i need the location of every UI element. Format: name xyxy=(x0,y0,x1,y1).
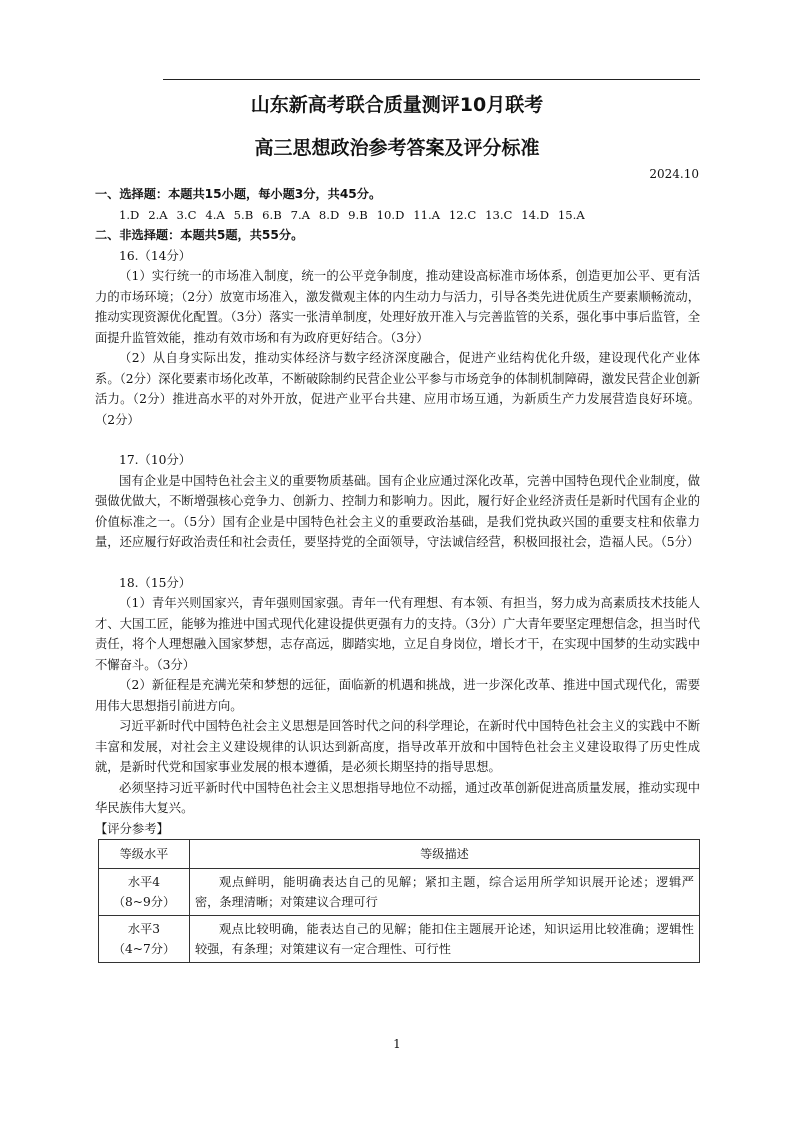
table-header-level: 等级水平 xyxy=(99,840,190,869)
answer-key-item: 5.B xyxy=(233,207,254,222)
answer-key-item: 3.C xyxy=(176,207,197,222)
answer-key-item: 2.A xyxy=(148,207,168,222)
answer-key-list xyxy=(95,205,700,226)
level-cell xyxy=(99,869,190,916)
question-18-answer-2: （2）新征程是充满光荣和梦想的远征，面临新的机遇和挑战，进一步深化改革、推进中国式现代化，需要用伟大思想指引前进方向。 xyxy=(95,678,700,713)
level-description: 观点比较明确，能表达自己的见解；能扣住主题展开论述，知识运用比较准确；逻辑性较强，有条理；对策建议有一定合理性、可行性 xyxy=(190,916,700,963)
answer-key-item: 13.C xyxy=(485,207,513,222)
answer-key-item: 1.D xyxy=(119,207,140,222)
question-17-label: 17.（10分） xyxy=(119,453,192,467)
answer-key-item: 11.A xyxy=(413,207,441,222)
document-subtitle: 高三思想政治参考答案及评分标准 xyxy=(254,137,540,159)
answer-key-item: 14.D xyxy=(521,207,550,222)
table-row xyxy=(99,869,700,916)
answer-key-item: 6.B xyxy=(262,207,282,222)
page-number: 1 xyxy=(393,1037,401,1051)
level-name: 水平4 xyxy=(127,875,161,889)
level-cell xyxy=(99,916,190,963)
question-16-answer-2: （2）从自身实际出发，推动实体经济与数字经济深度融合，促进产业结构优化升级，建设现代化产业体系。（2分）深化要素市场化改革，不断破除制约民营企业公平参与市场竞争的体制机制障碍，激发民营企业创新活力。（2分）推进高水平的对外开放，促进产业平台共建、应用市场互通，为新质生产力发展营造良好环境。（2分） xyxy=(95,351,700,427)
level-name: 水平3 xyxy=(127,922,161,936)
section-heading-nonchoice: 二、非选择题：本题共5题，共55分。 xyxy=(95,228,304,242)
header-rule xyxy=(163,79,700,80)
section-heading-choice: 一、选择题：本题共15小题，每小题3分，共45分。 xyxy=(95,187,382,201)
spacer xyxy=(95,430,700,450)
question-16-answer-1: （1）实行统一的市场准入制度，统一的公平竞争制度，推动建设高标准市场体系，创造更加公平、更有活力的市场环境；（2分）放宽市场准入，激发微观主体的内生动力与活力，引导各类先进优质生产要素顺畅流动，推动实现资源优化配置。（3分）落实一张清单制度，处理好放开准入与完善监管的关系，强化事中事后监管，全面提升监管效能，推动有效市场和有为政府更好结合。（3分） xyxy=(95,269,700,345)
answer-key-item: 9.B xyxy=(348,207,368,222)
answer-key-item: 4.A xyxy=(205,207,225,222)
rubric-table xyxy=(98,839,700,963)
answer-key-item: 12.C xyxy=(448,207,477,222)
question-16-label: 16.（14分） xyxy=(119,248,192,263)
answer-key-item: 15.A xyxy=(557,207,585,222)
spacer xyxy=(95,553,700,573)
rubric-label: 【评分参考】 xyxy=(95,821,169,836)
answer-key-item: 7.A xyxy=(290,207,311,222)
level-range: （4~7分） xyxy=(112,942,176,956)
table-header-row xyxy=(99,840,700,869)
question-18-answer-4: 必须坚持习近平新时代中国特色社会主义思想指导地位不动摇，通过改革创新促进高质量发展，推动实现中华民族伟大复兴。 xyxy=(95,780,700,815)
document-body xyxy=(95,184,700,963)
answer-key-item: 8.D xyxy=(318,207,340,222)
question-17-answer: 国有企业是中国特色社会主义的重要物质基础。国有企业应通过深化改革，完善中国特色现代企业制度，做强做优做大，不断增强核心竞争力、创新力、控制力和影响力。因此，履行好企业经济责任是新时代国有企业的价值标准之一。（5分）国有企业是中国特色社会主义的重要政治基础，是我们党执政兴国的重要支柱和依靠力量，还应履行好政治责任和社会责任，要坚持党的全面领导，守法诚信经营，积极回报社会，造福人民。（5分） xyxy=(95,473,700,549)
level-range: （8~9分） xyxy=(112,895,176,909)
question-18-label: 18.（15分） xyxy=(119,575,192,590)
question-18-answer-1: （1）青年兴则国家兴，青年强则国家强。青年一代有理想、有本领、有担当，努力成为高素质技术技能人才、大国工匠，能够为推进中国式现代化建设提供更强有力的支持。（3分）广大青年要坚定理想信念，担当时代责任，将个人理想融入国家梦想，志存高远，脚踏实地，立足自身岗位，增长才干，在实现中国梦的生动实践中不懈奋斗。（3分） xyxy=(95,596,700,672)
table-row xyxy=(99,916,700,963)
question-18-answer-3: 习近平新时代中国特色社会主义思想是回答时代之问的科学理论，在新时代中国特色社会主义的实践中不断丰富和发展，对社会主义建设规律的认识达到新高度，指导改革开放和中国特色社会主义建设取得了历史性成就，是新时代党和国家事业发展的根本遵循，是必须长期坚持的指导思想。 xyxy=(95,719,700,774)
table-header-desc: 等级描述 xyxy=(190,840,700,869)
document-title: 山东新高考联合质量测评10月联考 xyxy=(250,94,544,116)
level-description: 观点鲜明，能明确表达自己的见解；紧扣主题，综合运用所学知识展开论述；逻辑严密，条理清晰；对策建议合理可行 xyxy=(190,869,700,916)
answer-key-item: 10.D xyxy=(376,207,405,222)
document-date: 2024.10 xyxy=(649,167,699,181)
